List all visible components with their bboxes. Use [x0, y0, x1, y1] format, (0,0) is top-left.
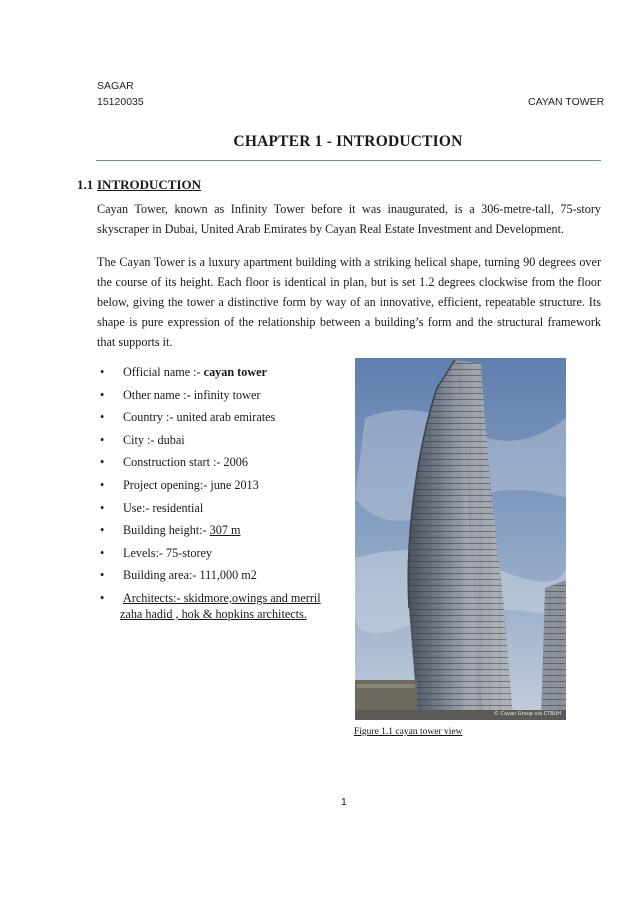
list-item [100, 361, 321, 384]
list-item [100, 451, 321, 474]
fact-label: Project opening:- june 2013 [123, 477, 259, 492]
fact-label: Other name :- infinity tower [123, 387, 261, 402]
list-item [100, 564, 321, 587]
list-item [100, 497, 321, 520]
header-author: SAGAR [97, 80, 134, 92]
bullet-icon: • [100, 387, 105, 402]
fact-label: Architects:- skidmore,owings and merril [123, 590, 321, 605]
bullet-icon: • [100, 365, 105, 379]
list-item [100, 474, 321, 497]
section-number: 1.1 [77, 177, 94, 192]
fact-value: cayan tower [203, 365, 267, 379]
figure-caption: Figure 1.1 cayan tower view [354, 727, 463, 737]
list-item [100, 519, 321, 542]
chapter-title: CHAPTER 1 - INTRODUCTION [233, 133, 463, 150]
list-item [100, 406, 321, 429]
description-paragraph: The Cayan Tower is a luxury apartment building with a striking helical shape, turning 90 degrees over the course of its height. Each floor is identical in plan, but is set 1.2 degrees clockwise from the floor below, giving the tower a distinctive form by way of an innovative, efficient, repeatable structure. Its shape is pure expression of the relationship between a building’s form and the structural framework that supports it. [97, 255, 601, 349]
bullet-icon: • [100, 432, 105, 447]
header-doc-title: CAYAN TOWER [528, 96, 605, 108]
bullet-icon: • [100, 455, 105, 470]
page-number: 1 [341, 796, 347, 808]
list-item [100, 542, 321, 565]
fact-label: Official name :- [123, 365, 204, 379]
fact-label: Building area:- 111,000 m2 [123, 568, 257, 583]
fact-label: Levels:- 75-storey [123, 545, 213, 560]
bullet-icon: • [100, 523, 105, 538]
title-divider [96, 160, 601, 161]
header-id: 15120035 [97, 96, 144, 108]
fact-label: Building height:- [123, 523, 210, 538]
fact-label: City :- dubai [123, 432, 185, 447]
section-title: INTRODUCTION [97, 177, 202, 192]
tower-photo [355, 358, 566, 720]
fact-value: 307 m [209, 523, 241, 538]
fact-label: Country :- united arab emirates [123, 410, 276, 425]
fact-label: Use:- residential [123, 500, 204, 515]
architects-continued: zaha hadid , hok & hopkins architects. [120, 607, 307, 621]
bullet-icon: • [100, 545, 105, 560]
bullet-icon: • [100, 410, 105, 425]
list-item [100, 384, 321, 407]
bullet-icon: • [100, 500, 105, 515]
facts-list [100, 361, 321, 610]
fact-label: Construction start :- 2006 [123, 455, 248, 470]
bullet-icon: • [100, 568, 105, 583]
intro-paragraph: Cayan Tower, known as Infinity Tower before it was inaugurated, is a 306-metre-tall, 75-story skyscraper in Dubai, United Arab Emirates by Cayan Real Estate Investment and Development. [97, 202, 601, 236]
photo-watermark: © Cayan Group via CTBUH [493, 711, 561, 717]
bullet-icon: • [100, 477, 105, 492]
list-item [100, 429, 321, 452]
bullet-icon: • [100, 590, 105, 605]
